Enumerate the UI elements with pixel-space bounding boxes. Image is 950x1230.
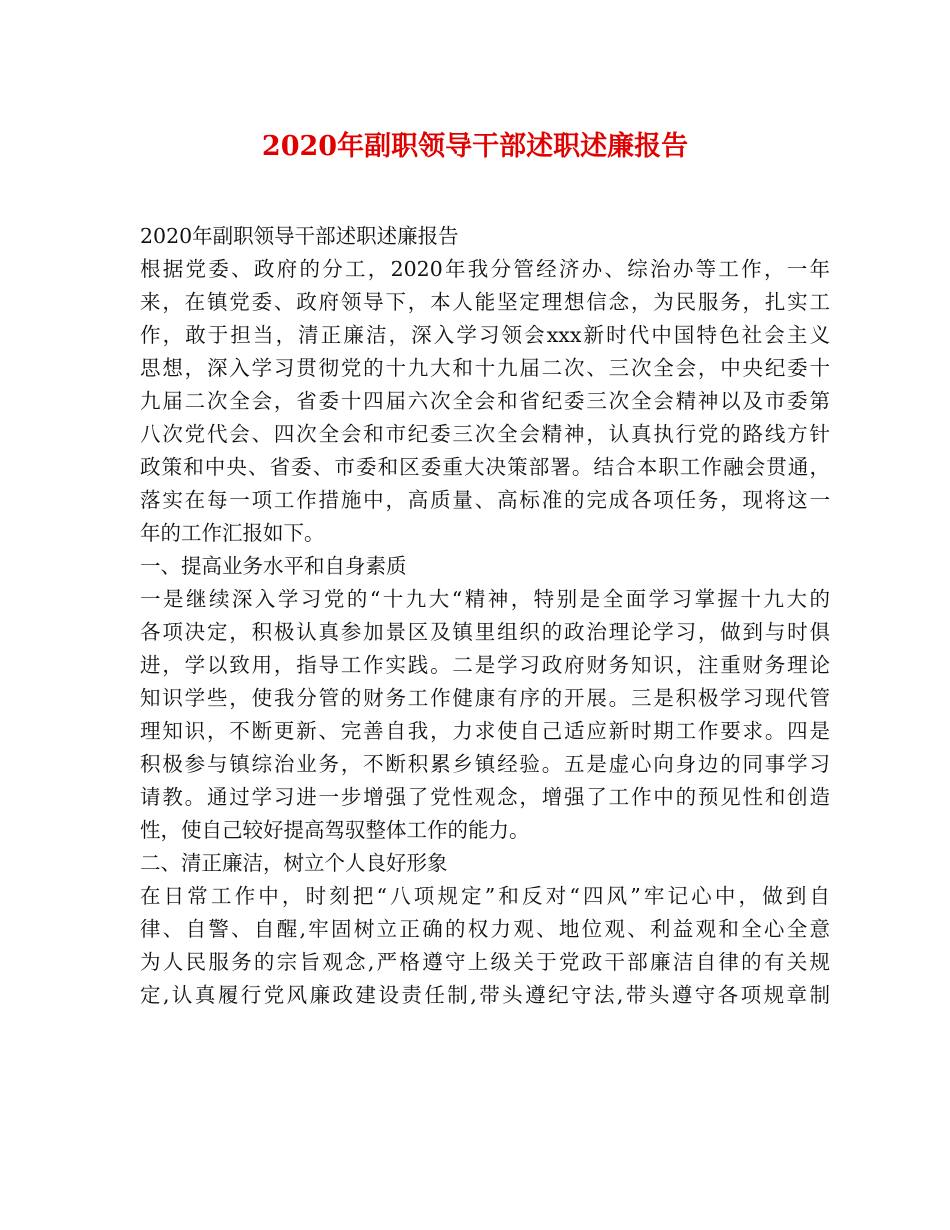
text-line: 年的工作汇报如下。 — [140, 521, 325, 545]
text-line: 作，敢于担当，清正廉洁，深入学习领会xxx新时代中国特色社会主义 — [140, 323, 830, 347]
text-line: 性，使自己较好提高驾驭整体工作的能力。 — [140, 818, 530, 842]
text-line: 理知识，不断更新、完善自我，力求使自己适应新时期工作要求。四是 — [140, 719, 830, 743]
text-line: 进，学以致用，指导工作实践。二是学习政府财务知识，注重财务理论 — [140, 653, 830, 677]
text-line: 来，在镇党委、政府领导下，本人能坚定理想信念，为民服务，扎实工 — [140, 290, 830, 314]
text-line: 二、清正廉洁，树立个人良好形象 — [140, 851, 448, 875]
text-line: 律、自警、自醒,牢固树立正确的权力观、地位观、利益观和全心全意 — [140, 917, 830, 941]
text-line: 请教。通过学习进一步增强了党性观念，增强了工作中的预见性和创造 — [140, 785, 830, 809]
text-line: 积极参与镇综治业务，不断积累乡镇经验。五是虚心向身边的同事学习 — [140, 752, 830, 776]
text-line: 一是继续深入学习党的“十九大“精神，特别是全面学习掌握十九大的 — [140, 587, 830, 611]
text-line: 政策和中央、省委、市委和区委重大决策部署。结合本职工作融会贯通， — [140, 455, 830, 479]
text-line: 定,认真履行党风廉政建设责任制,带头遵纪守法,带头遵守各项规章制 — [140, 983, 830, 1007]
document-title: 2020年副职领导干部述职述廉报告 — [261, 131, 689, 162]
text-line: 落实在每一项工作措施中，高质量、高标准的完成各项任务，现将这一 — [140, 488, 830, 512]
text-line: 思想，深入学习贯彻党的十九大和十九届二次、三次全会，中央纪委十 — [140, 356, 830, 380]
text-line: 各项决定，积极认真参加景区及镇里组织的政治理论学习，做到与时俱 — [140, 620, 830, 644]
document-body — [140, 220, 830, 1012]
text-line: 2020年副职领导干部述职述廉报告 — [140, 224, 459, 248]
text-line: 知识学些，使我分管的财务工作健康有序的开展。三是积极学习现代管 — [140, 686, 830, 710]
text-line: 根据党委、政府的分工，2020年我分管经济办、综治办等工作，一年 — [140, 257, 830, 281]
text-line: 在日常工作中，时刻把“八项规定”和反对“四风”牢记心中，做到自 — [140, 884, 830, 908]
text-line: 一、提高业务水平和自身素质 — [140, 554, 407, 578]
text-line: 八次党代会、四次全会和市纪委三次全会精神，认真执行党的路线方针 — [140, 422, 830, 446]
text-line: 九届二次全会，省委十四届六次全会和省纪委三次全会精神以及市委第 — [140, 389, 830, 413]
text-line: 为人民服务的宗旨观念,严格遵守上级关于党政干部廉洁自律的有关规 — [140, 950, 830, 974]
